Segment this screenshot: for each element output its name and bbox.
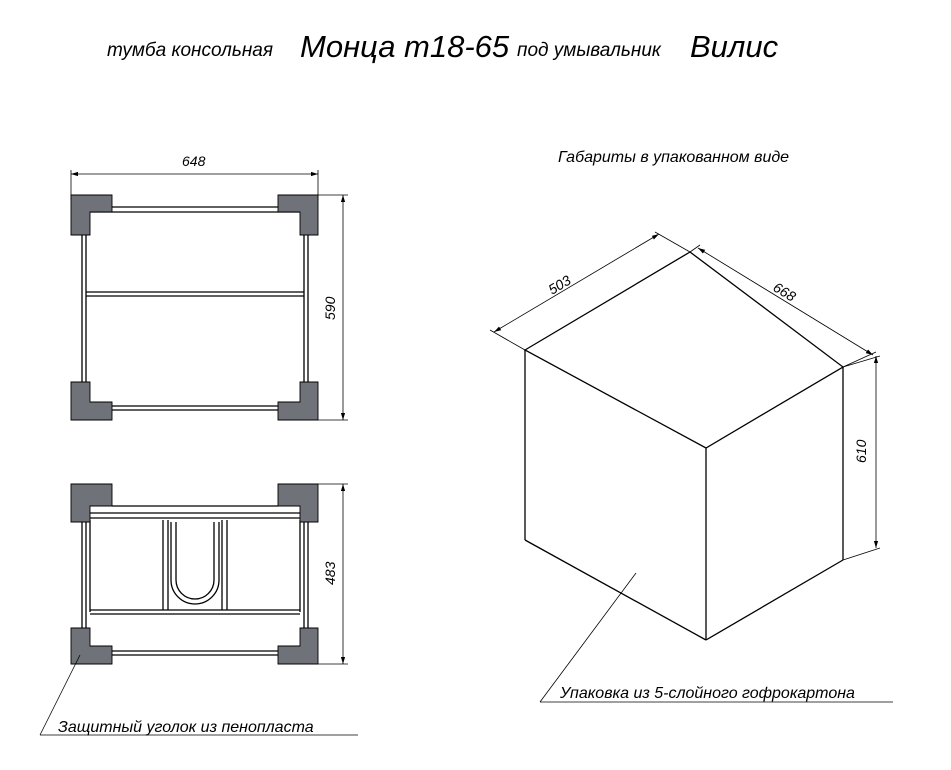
- title-prefix: тумба консольная: [107, 40, 273, 61]
- dim-front-height: 483: [322, 561, 338, 585]
- dim-box-height: 610: [853, 439, 869, 463]
- packaging-leader-line: [540, 573, 636, 702]
- foam-corner-icon: [278, 484, 318, 522]
- dim-top-depth: 590: [322, 296, 338, 320]
- foam-corner-icon: [278, 195, 318, 235]
- packed-box: [490, 149, 893, 702]
- title-model: Монца т18-65: [300, 29, 510, 64]
- box-top-face: [525, 252, 843, 448]
- foam-corner-icon: [278, 382, 318, 420]
- foam-corner-icon: [71, 195, 112, 235]
- front-view: [40, 484, 358, 736]
- corner-protector-label: Защитный уголок из пенопласта: [58, 719, 314, 736]
- package-caption: Габариты в упакованном виде: [558, 149, 790, 166]
- dim-box-depth: 503: [545, 271, 574, 298]
- dim-line-box-depth: [494, 234, 659, 332]
- packaging-label: Упаковка из 5-слойного гофрокартона: [560, 685, 855, 702]
- foam-corner-icon: [71, 628, 112, 664]
- top-view: [71, 153, 348, 420]
- dim-box-width: 668: [770, 278, 799, 305]
- title-middle: под умывальник: [517, 40, 661, 61]
- dim-top-width: 648: [182, 153, 206, 169]
- foam-corner-icon: [278, 628, 318, 664]
- title-sink: Вилис: [690, 29, 779, 64]
- foam-corner-icon: [71, 484, 112, 522]
- foam-corner-icon: [71, 382, 112, 420]
